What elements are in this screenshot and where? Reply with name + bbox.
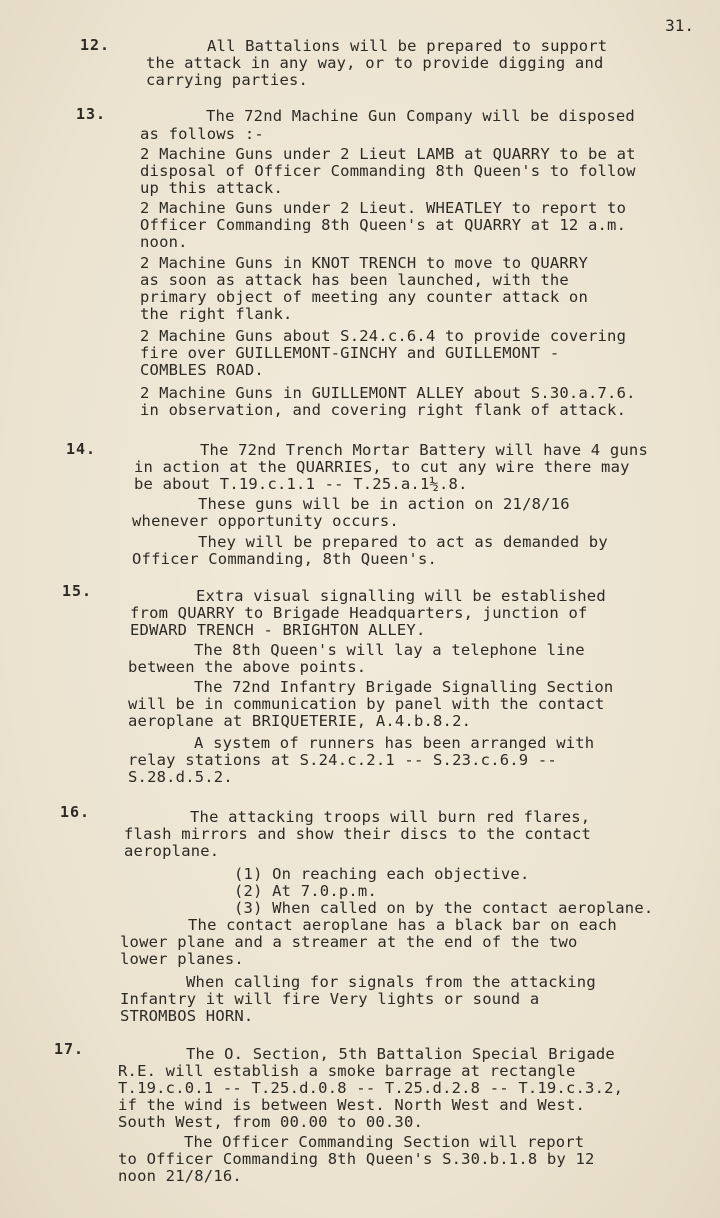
text-line: The contact aeroplane has a black bar on each (188, 916, 617, 934)
text-line: flash mirrors and show their discs to the contact (124, 825, 592, 843)
text-line: Extra visual signalling will be established (196, 587, 606, 605)
text-line: lower planes. (120, 950, 244, 968)
text-line: in action at the QUARRIES, to cut any wire there may (134, 458, 630, 476)
text-line: disposal of Officer Commanding 8th Queen's to follow (140, 162, 636, 180)
text-line: They will be prepared to act as demanded by (198, 533, 608, 551)
text-line: noon. (140, 233, 188, 251)
paragraph-number: 17. (54, 1040, 85, 1058)
text-line: The attacking troops will burn red flares, (190, 808, 591, 826)
text-line: Officer Commanding 8th Queen's at QUARRY at 12 a.m. (140, 216, 627, 234)
text-line: to Officer Commanding 8th Queen's S.30.b.1.8 by 12 (118, 1150, 595, 1168)
text-line: The 72nd Trench Mortar Battery will have 4 guns (200, 441, 648, 459)
text-line: will be in communication by panel with the contact (128, 695, 605, 713)
text-line: noon 21/8/16. (118, 1167, 242, 1185)
text-line: carrying parties. (146, 71, 309, 89)
text-line: COMBLES ROAD. (140, 361, 264, 379)
text-line: The O. Section, 5th Battalion Special Brigade (186, 1045, 615, 1063)
text-line: South West, from 00.00 to 00.30. (118, 1113, 424, 1131)
text-line: as follows :- (140, 125, 264, 143)
text-line: between the above points. (128, 658, 367, 676)
text-line: The 8th Queen's will lay a telephone line (194, 641, 585, 659)
text-line: (2) At 7.0.p.m. (234, 882, 377, 900)
text-line: up this attack. (140, 179, 283, 197)
text-line: if the wind is between West. North West and West. (118, 1096, 586, 1114)
text-line: the right flank. (140, 305, 293, 323)
text-line: T.19.c.0.1 -- T.25.d.0.8 -- T.25.d.2.8 -- T.19.c.3.2, (118, 1079, 624, 1097)
text-line: fire over GUILLEMONT-GINCHY and GUILLEMONT - (140, 344, 560, 362)
text-line: from QUARRY to Brigade Headquarters, junction of (130, 604, 588, 622)
text-line: S.28.d.5.2. (128, 768, 233, 786)
text-line: 2 Machine Guns under 2 Lieut LAMB at QUARRY to be at (140, 145, 636, 163)
text-line: EDWARD TRENCH - BRIGHTON ALLEY. (130, 621, 426, 639)
paragraph-number: 12. (80, 36, 111, 54)
text-line: The 72nd Infantry Brigade Signalling Section (194, 678, 614, 696)
text-line: Officer Commanding, 8th Queen's. (132, 550, 438, 568)
text-line: R.E. will establish a smoke barrage at rectangle (118, 1062, 576, 1080)
paragraph-number: 13. (76, 105, 107, 123)
text-line: relay stations at S.24.c.2.1 -- S.23.c.6.9 -- (128, 751, 557, 769)
paragraph-number: 15. (62, 582, 93, 600)
text-line: lower plane and a streamer at the end of the two (120, 933, 578, 951)
text-line: primary object of meeting any counter attack on (140, 288, 588, 306)
text-line: in observation, and covering right flank of attack. (140, 401, 627, 419)
text-line: (3) When called on by the contact aeroplane. (234, 899, 654, 917)
text-line: All Battalions will be prepared to support (207, 37, 608, 55)
text-line: 2 Machine Guns in GUILLEMONT ALLEY about S.30.a.7.6. (140, 384, 636, 402)
text-line: Infantry it will fire Very lights or sound a (120, 990, 540, 1008)
text-line: the attack in any way, or to provide digging and (146, 54, 604, 72)
text-line: STROMBOS HORN. (120, 1007, 254, 1025)
paragraph-number: 14. (66, 440, 97, 458)
text-line: (1) On reaching each objective. (234, 865, 530, 883)
text-line: These guns will be in action on 21/8/16 (198, 495, 570, 513)
text-line: be about T.19.c.1.1 -- T.25.a.1½.8. (134, 475, 468, 493)
page-number: 31. (665, 16, 694, 35)
text-line: A system of runners has been arranged with (194, 734, 595, 752)
text-line: 2 Machine Guns in KNOT TRENCH to move to QUARRY (140, 254, 588, 272)
text-line: aeroplane at BRIQUETERIE, A.4.b.8.2. (128, 712, 472, 730)
text-line: The Officer Commanding Section will report (184, 1133, 585, 1151)
text-line: 2 Machine Guns about S.24.c.6.4 to provide covering (140, 327, 627, 345)
text-line: aeroplane. (124, 842, 220, 860)
text-line: as soon as attack has been launched, with the (140, 271, 569, 289)
text-line: When calling for signals from the attacking (186, 973, 596, 991)
text-line: whenever opportunity occurs. (132, 512, 399, 530)
paragraph-number: 16. (60, 803, 91, 821)
text-line: 2 Machine Guns under 2 Lieut. WHEATLEY to report to (140, 199, 627, 217)
text-line: The 72nd Machine Gun Company will be disposed (206, 107, 635, 125)
